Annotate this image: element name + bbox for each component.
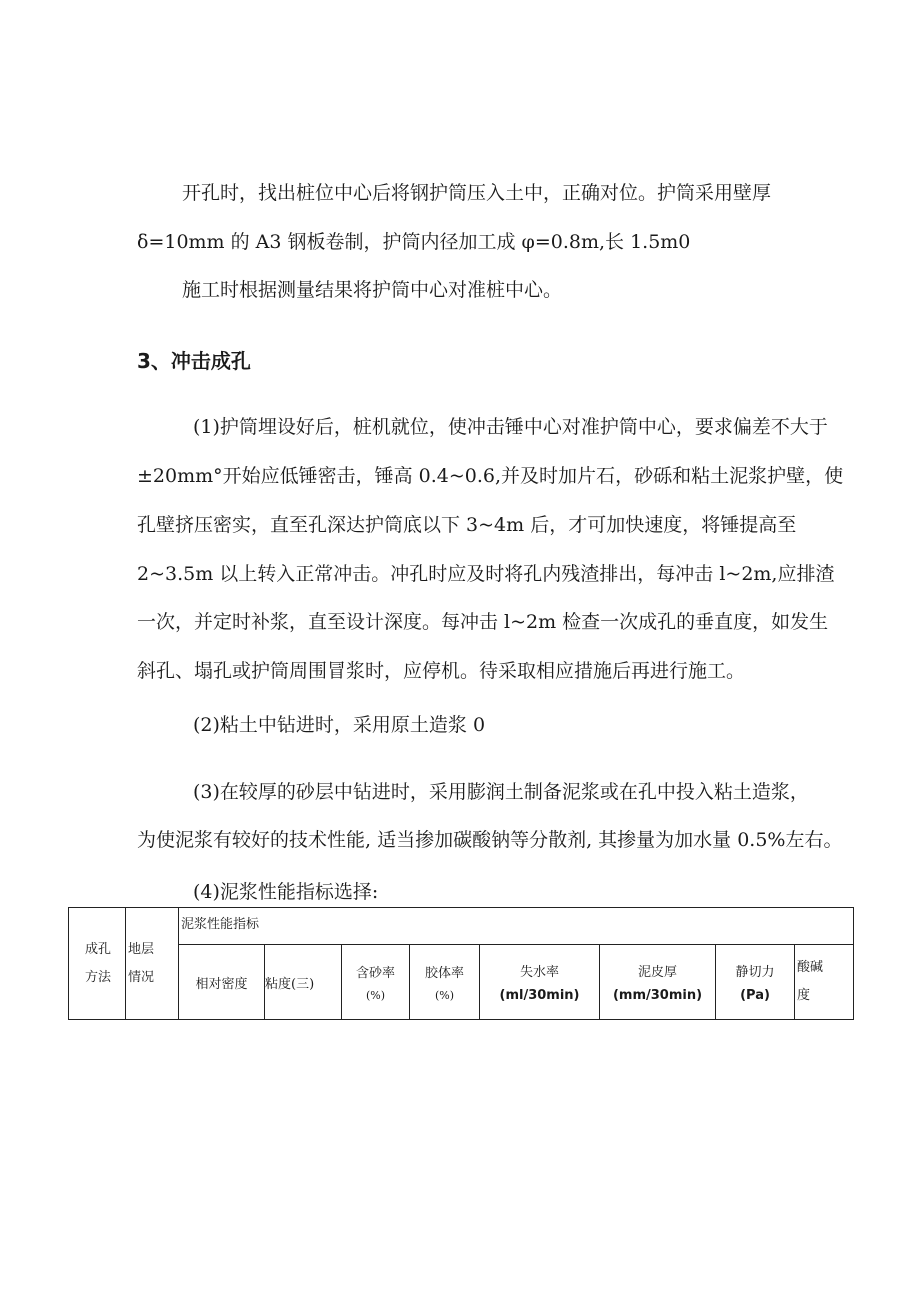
para2: (2)粘土中钻进时，采用原土造浆 0 [193, 714, 486, 736]
para1-line3: 孔壁挤压密实，直至孔深达护筒底以下 3~4m 后，才可加快速度，将锤提高至 [137, 514, 797, 536]
density-header: 相对密度 [179, 945, 265, 1020]
section2-line3: 施工时根据测量结果将护筒中心对准桩中心。 [182, 279, 563, 301]
para1-line1: (1)护筒埋设好后，桩机就位，使冲击锤中心对准护筒中心，要求偏差不大于 [193, 416, 828, 438]
water-loss-header: 失水率 (ml/30min) [480, 945, 600, 1020]
para1-line4: 2~3.5m 以上转入正常冲击。冲孔时应及时将孔内残渣排出，每冲击 l~2m,应排渣 [137, 563, 835, 585]
cake-thickness-header: 泥皮厚 (mm/30min) [600, 945, 716, 1020]
group-header: 泥浆性能指标 [179, 908, 854, 945]
viscosity-header: 粘度(三) [265, 945, 342, 1020]
sand-header: 含砂率 (%) [342, 945, 410, 1020]
shear-strength-header: 静切力 (Pa) [716, 945, 795, 1020]
col-method-header: 成孔 方法 [69, 908, 126, 1020]
section2-line1: 开孔时，找出桩位中心后将钢护筒压入土中，正确对位。护筒采用壁厚 [182, 182, 772, 204]
colloid-header: 胶体率 (%) [410, 945, 480, 1020]
para1-line6: 斜孔、塌孔或护筒周围冒浆时，应停机。待采取相应措施后再进行施工。 [137, 660, 746, 682]
para3-line2: 为使泥浆有较好的技术性能, 适当掺加碳酸钠等分散剂, 其掺量为加水量 0.5%左右。 [137, 829, 843, 851]
col-soil-header: 地层 情况 [126, 908, 179, 1020]
para4: (4)泥浆性能指标选择: [193, 881, 379, 903]
para3-line1: (3)在较厚的砂层中钻进时，采用膨润土制备泥浆或在孔中投入粘土造浆， [193, 781, 809, 803]
para1-line2: ±20mm°开始应低锤密击，锤高 0.4~0.6,并及时加片石，砂砾和粘土泥浆护壁，使 [137, 465, 844, 487]
section-heading: 3、冲击成孔 [137, 349, 251, 373]
para1-line5: 一次，并定时补浆，直至设计深度。每冲击 l~2m 检查一次成孔的垂直度，如发生 [137, 611, 829, 633]
mud-properties-table [68, 907, 854, 1020]
section2-line2: δ=10mm 的 A3 钢板卷制，护筒内径加工成 φ=0.8m,长 1.5m0 [137, 231, 691, 253]
ph-header: 酸碱 度 [795, 945, 854, 1020]
